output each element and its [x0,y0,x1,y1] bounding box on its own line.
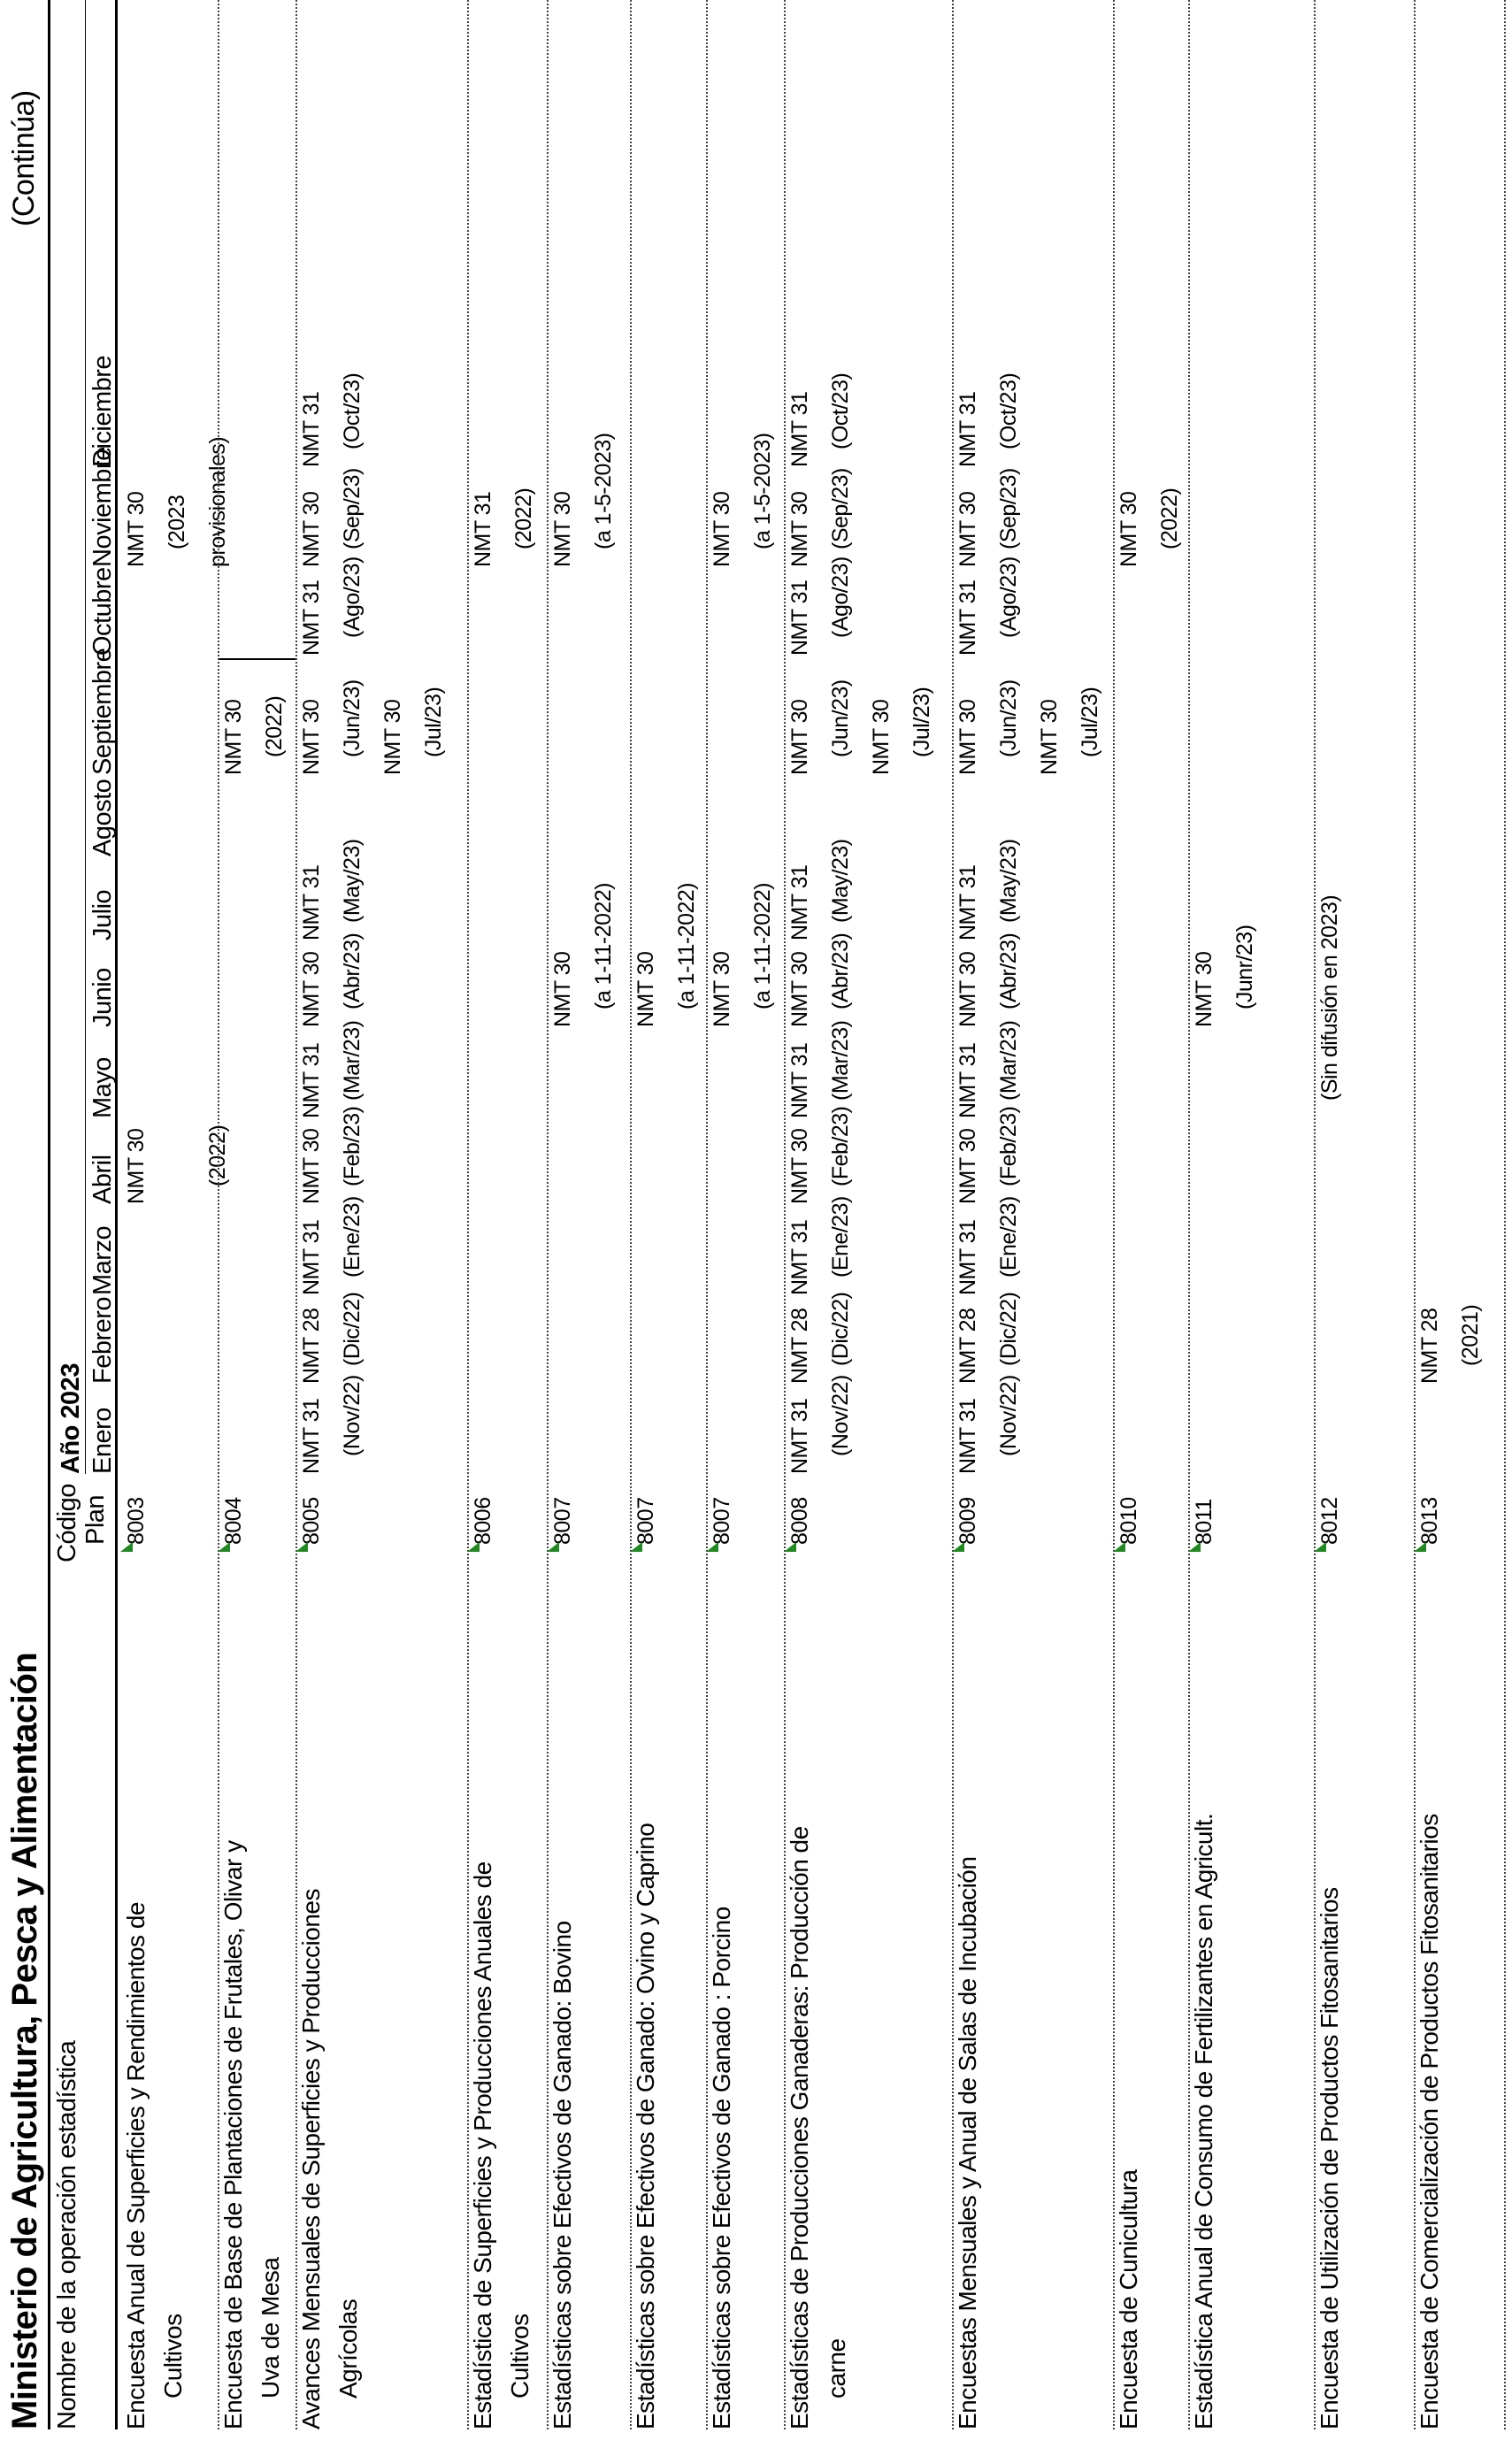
schedule-cell: (Mar/23) [996,1020,1021,1101]
schedule-cell: (Ago/23) [996,556,1021,638]
green-flag-icon [120,1542,133,1552]
schedule-cell: (a 1-11-2022) [750,882,775,1009]
plan-code: 8009 [956,1497,980,1545]
schedule-cell: NMT 30 [299,1128,324,1204]
operation-name: Encuesta de Base de Plantaciones de Frutales, Olivar y [219,1840,247,2429]
plan-code: 8005 [299,1497,324,1545]
schedule-cell: NMT 30 [550,951,575,1027]
green-flag-icon [218,1542,230,1552]
schedule-cell: (Abr/23) [340,933,365,1009]
month-header-noviembre: Noviembre [88,447,117,567]
schedule-cell: NMT 30 [221,699,246,775]
plan-code: 8007 [710,1497,734,1545]
green-flag-icon [295,1542,308,1552]
schedule-cell: NMT 30 [124,491,149,567]
schedule-cell: NMT 31 [299,1398,324,1474]
schedule-cell: (2022) [511,487,536,549]
schedule-cell: NMT 30 [299,491,324,567]
schedule-cell: NMT 30 [787,951,812,1027]
schedule-cell: (Sep/23) [996,468,1021,549]
plan-code: 8003 [124,1497,149,1545]
month-header-julio: Julio [88,889,117,940]
month-header-agosto: Agosto [88,779,117,856]
schedule-cell: (Nov/22) [340,1375,365,1456]
schedule-cell: (Jul/23) [1078,687,1102,757]
schedule-cell: (Abr/23) [996,933,1021,1009]
operation-name: Estadísticas sobre Efectivos de Ganado : Porcino [708,1907,735,2429]
schedule-cell: (Dic/22) [996,1292,1021,1366]
green-flag-icon [1414,1542,1426,1552]
schedule-cell: (a 1-11-2022) [591,882,616,1009]
schedule-cell: NMT 31 [787,579,812,656]
plan-code: 8012 [1317,1497,1342,1545]
row-divider [1113,0,1115,2429]
operation-name: Encuesta Anual de Superficies y Rendimientos de [122,1902,150,2429]
operation-name: Estadísticas de Producciones Ganaderas: Producción de [786,1826,813,2429]
schedule-cell: (Sep/23) [828,468,853,549]
month-header-mayo: Mayo [88,1057,117,1118]
schedule-cell: NMT 30 [956,699,980,775]
schedule-cell: NMT 30 [787,1128,812,1204]
green-flag-icon [547,1542,559,1552]
operation-name: Cultivos [159,2314,187,2398]
month-header-abril: Abril [88,1155,117,1204]
schedule-cell: NMT 31 [471,491,495,567]
year-rule [85,0,86,1474]
plan-code: 8004 [221,1497,246,1545]
plan-code: 8007 [550,1497,575,1545]
schedule-cell: (Dic/22) [828,1292,853,1366]
schedule-cell: (Junr/23) [1232,925,1257,1009]
schedule-cell: (Mar/23) [828,1020,853,1101]
schedule-cell: (Ene/23) [828,1196,853,1278]
schedule-cell: (Nov/22) [828,1375,853,1456]
schedule-cell: (Ago/23) [828,556,853,638]
schedule-cell: (Feb/23) [996,1106,1021,1186]
column-divider [219,658,295,660]
month-header-marzo: Marzo [88,1225,117,1295]
schedule-cell: NMT 31 [787,1398,812,1474]
operation-name: Encuesta de Cunicultura [1115,2169,1142,2429]
schedule-cell: (May/23) [996,839,1021,923]
schedule-cell: NMT 31 [299,864,324,940]
schedule-cell: provisionales) [205,436,230,567]
plan-code: 8007 [633,1497,658,1545]
schedule-cell: (Jul/23) [421,687,446,757]
plan-code: 8010 [1117,1497,1141,1545]
schedule-cell: NMT 30 [380,699,405,775]
month-header-enero: Enero [88,1408,117,1474]
continua-label: (Continúa) [7,90,41,226]
schedule-cell: NMT 31 [956,391,980,467]
schedule-cell: (Feb/23) [828,1106,853,1186]
month-header-diciembre: Diciembre [88,355,117,467]
month-header-octubre: Octubre [88,567,117,656]
schedule-cell: (May/23) [340,839,365,923]
schedule-cell: (Jul/23) [910,687,934,757]
green-flag-icon [706,1542,718,1552]
schedule-cell: NMT 31 [299,391,324,467]
header-plan: Plan [81,1494,110,1545]
schedule-cell: (Oct/23) [996,372,1021,449]
month-header-febrero: Febrero [88,1296,117,1384]
schedule-cell: NMT 31 [299,579,324,656]
schedule-cell: NMT 30 [710,491,734,567]
operation-name: Estadística Anual de Consumo de Fertilizantes en Agricult. [1190,1813,1217,2429]
plan-code: 8008 [787,1497,812,1545]
schedule-cell: (Feb/23) [340,1106,365,1186]
schedule-cell: NMT 30 [550,491,575,567]
schedule-cell: NMT 28 [956,1308,980,1384]
schedule-cell: NMT 31 [956,1042,980,1118]
schedule-cell: NMT 30 [1192,951,1217,1027]
schedule-cell: (Jun/23) [996,679,1021,757]
green-flag-icon [952,1542,964,1552]
operation-name: Agrícolas [334,2299,362,2398]
green-flag-icon [1314,1542,1326,1552]
schedule-cell: NMT 31 [787,864,812,940]
schedule-cell: (2023 [165,495,189,549]
schedule-cell: NMT 30 [956,951,980,1027]
schedule-cell: NMT 30 [869,699,894,775]
schedule-cell: NMT 31 [956,1398,980,1474]
schedule-cell: (2022) [205,1124,230,1186]
plan-code: 8013 [1417,1497,1442,1545]
schedule-cell: NMT 30 [299,699,324,775]
operation-name: Encuestas Mensuales y Anual de Salas de Incubación [954,1856,981,2429]
schedule-cell: (Ene/23) [340,1196,365,1278]
schedule-cell: (Abr/23) [828,933,853,1009]
operation-name: Estadística de Superficies y Producciones Anuales de [469,1861,496,2429]
schedule-cell: NMT 28 [299,1308,324,1384]
schedule-cell: NMT 30 [124,1128,149,1204]
schedule-cell: (Ene/23) [996,1196,1021,1278]
operation-name: Estadísticas sobre Efectivos de Ganado: Bovino [549,1921,576,2429]
green-flag-icon [1188,1542,1201,1552]
schedule-cell: NMT 31 [787,391,812,467]
schedule-cell: NMT 31 [956,1219,980,1295]
schedule-cell: (Oct/23) [340,372,365,449]
header-nombre: Nombre de la operación estadística [53,2040,81,2429]
green-flag-icon [467,1542,480,1552]
schedule-cell: (2022) [262,695,287,757]
schedule-cell: (Nov/22) [996,1375,1021,1456]
schedule-cell: NMT 31 [787,1219,812,1295]
schedule-cell: (Oct/23) [828,372,853,449]
schedule-cell: (Sin difusión en 2023) [1317,894,1342,1101]
schedule-cell: (Sep/23) [340,468,365,549]
header-codigo: Código [53,1484,81,1562]
schedule-cell: NMT 30 [633,951,658,1027]
green-flag-icon [630,1542,642,1552]
header-rule [115,0,118,2429]
operation-name: Uva de Mesa [257,2257,284,2398]
schedule-cell: (Dic/22) [340,1292,365,1366]
operation-name: Estadísticas sobre Efectivos de Ganado: Ovino y Caprino [632,1823,659,2429]
schedule-cell: (Jun/23) [340,679,365,757]
operation-name: carne [823,2338,850,2398]
plan-code: 8006 [471,1497,495,1545]
schedule-cell: (2022) [1157,487,1182,549]
schedule-cell: (Mar/23) [340,1020,365,1101]
schedule-cell: NMT 28 [1417,1308,1442,1384]
schedule-cell: NMT 30 [710,951,734,1027]
schedule-cell: NMT 31 [299,1219,324,1295]
schedule-cell: (Jun/23) [828,679,853,757]
schedule-cell: NMT 31 [956,864,980,940]
operation-name: Cultivos [506,2314,533,2398]
schedule-cell: NMT 31 [299,1042,324,1118]
green-flag-icon [784,1542,796,1552]
row-divider [1504,0,1506,2429]
schedule-cell: (a 1-5-2023) [750,433,775,549]
plan-code: 8011 [1192,1499,1217,1545]
schedule-cell: NMT 30 [1037,699,1062,775]
operation-name: Encuesta de Utilización de Productos Fitosanitarios [1316,1887,1343,2429]
schedule-cell: NMT 28 [787,1308,812,1384]
schedule-cell: NMT 30 [956,491,980,567]
schedule-cell: NMT 30 [299,951,324,1027]
header-anio: Año 2023 [57,1363,85,1474]
schedule-cell: (a 1-11-2022) [674,882,699,1009]
schedule-cell: NMT 30 [956,1128,980,1204]
operation-name: Avances Mensuales de Superficies y Producciones [297,1889,325,2429]
schedule-cell: NMT 30 [787,699,812,775]
green-flag-icon [1113,1542,1125,1552]
schedule-cell: NMT 31 [956,579,980,656]
schedule-cell: NMT 31 [787,1042,812,1118]
month-header-septiembre: Septiembre [88,648,117,775]
page-title: Ministerio de Agricultura, Pesca y Alimentación [5,1652,44,2429]
schedule-cell: NMT 30 [1117,491,1141,567]
schedule-cell: NMT 30 [787,491,812,567]
schedule-cell: (Ago/23) [340,556,365,638]
schedule-cell: (2021) [1458,1304,1483,1366]
month-header-junio: Junio [88,968,117,1027]
operation-name: Encuesta de Comercialización de Productos Fitosanitarios [1416,1814,1443,2429]
schedule-cell: (May/23) [828,839,853,923]
title-rule [48,0,50,2429]
schedule-cell: (a 1-5-2023) [591,433,616,549]
